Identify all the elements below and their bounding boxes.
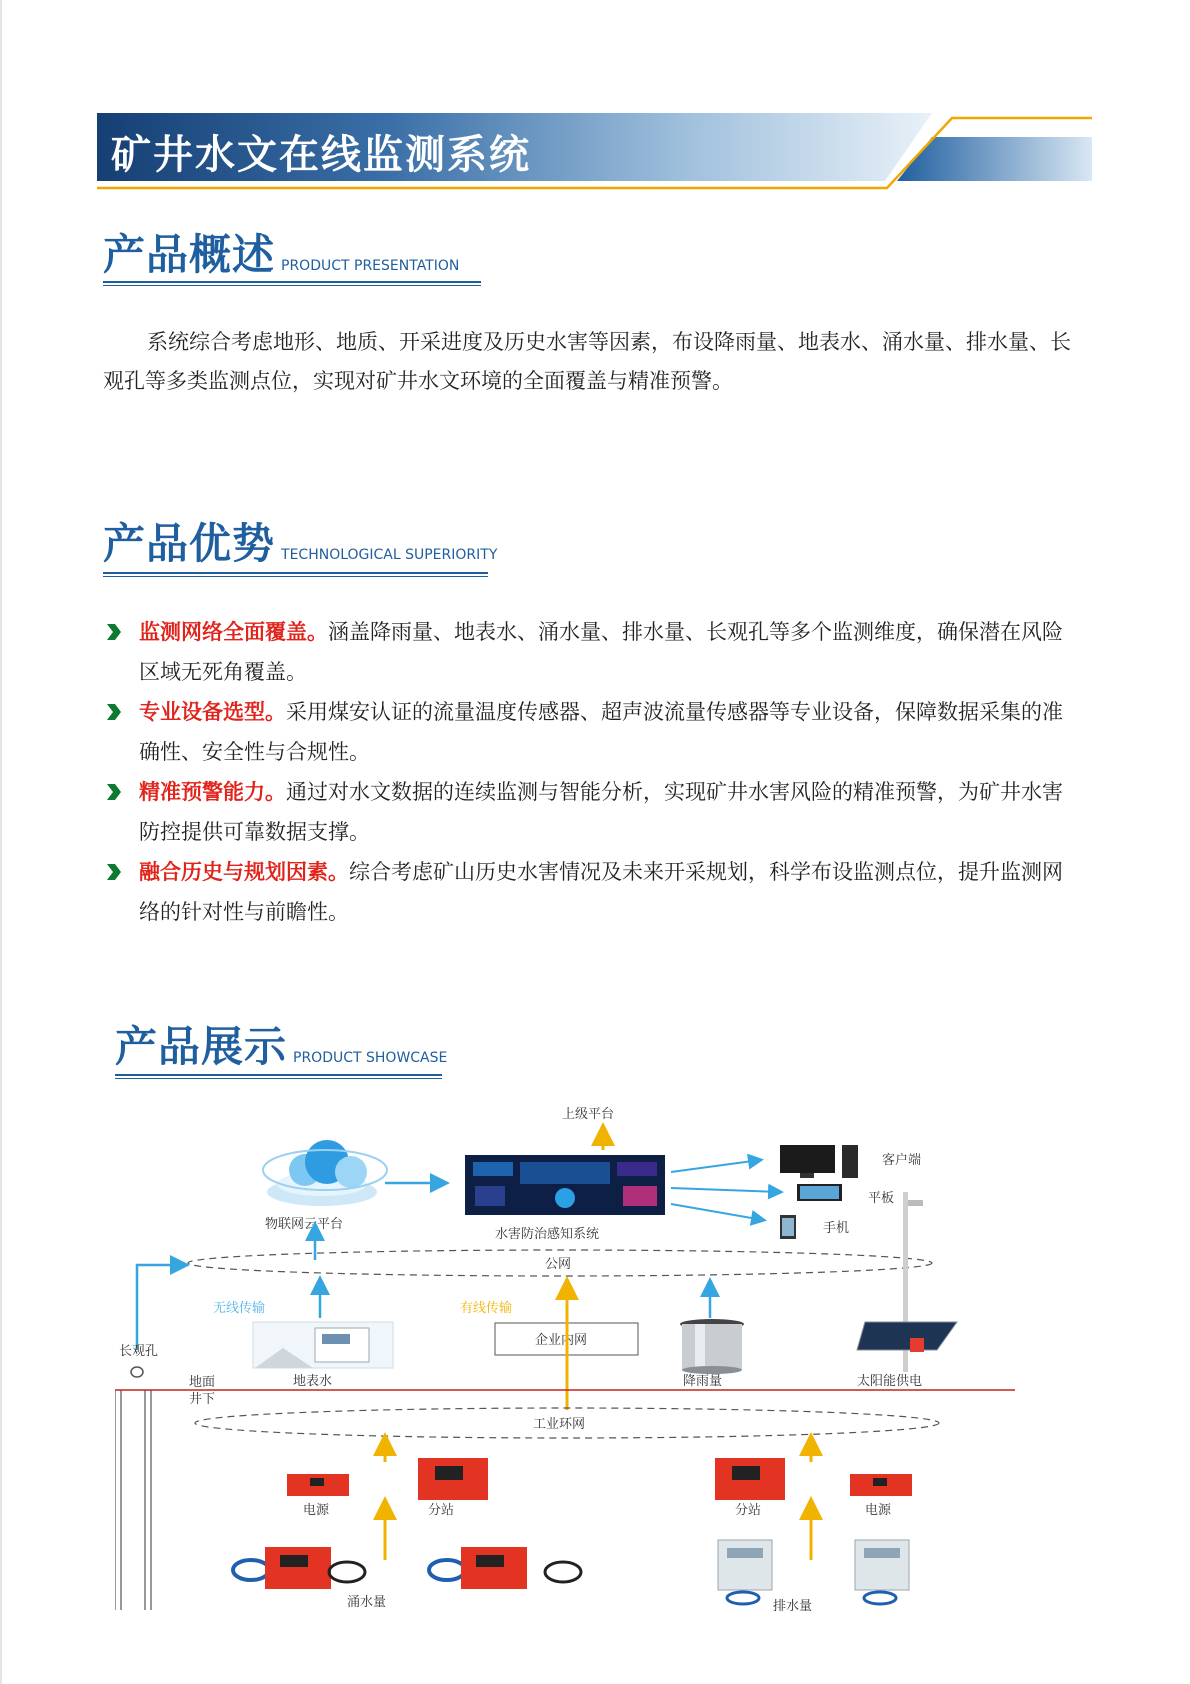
system-dashboard-screen: [465, 1155, 665, 1215]
ground-label: 地面: [189, 1375, 216, 1390]
list-item: [103, 852, 1083, 932]
power-box-left-icon: [287, 1474, 349, 1496]
substation-left-icon: [418, 1458, 488, 1500]
public-network-label: 公网: [545, 1257, 572, 1272]
wired-label: 有线传输: [460, 1301, 513, 1316]
tablet-icon: [797, 1184, 842, 1201]
bore-hole-pipe: [115, 1390, 151, 1610]
overview-underline-thin: [103, 285, 481, 286]
power-left-label: 电源: [303, 1503, 330, 1518]
substation-right-label: 分站: [735, 1503, 762, 1518]
cloud-platform-label: 物联网云平台: [265, 1217, 344, 1232]
intranet-label: 企业内网: [535, 1333, 588, 1348]
arrow-longhole-to-public: [137, 1265, 185, 1350]
advantages-underline-thin: [103, 576, 488, 577]
arrow-to-client: [671, 1160, 760, 1172]
showcase-underline: [115, 1074, 442, 1076]
tablet-label: 平板: [868, 1191, 895, 1206]
underground-label: 井下: [189, 1392, 216, 1407]
drainage-sensor-2-icon: [855, 1540, 909, 1604]
chevron-right-icon: [103, 862, 123, 882]
advantage-key: 精准预警能力。: [139, 780, 286, 804]
overview-subtitle: PRODUCT PRESENTATION: [281, 258, 460, 274]
client-label: 客户端: [882, 1153, 922, 1168]
surface-water-label: 地表水: [293, 1374, 333, 1389]
arrow-to-tablet: [671, 1188, 780, 1192]
advantage-text: 涵盖降雨量、地表水、涌水量、排水量、长观孔等多个监测维度，确保潜在风险区域无死角覆盖。: [139, 620, 1063, 684]
rain-gauge-icon: [680, 1319, 744, 1374]
cloud-platform-icon: [263, 1140, 387, 1206]
wireless-label: 无线传输: [213, 1301, 266, 1316]
advantage-key: 专业设备选型。: [139, 700, 286, 724]
page-title: 矿井水文在线监测系统: [111, 132, 531, 178]
system-architecture-diagram: [115, 1100, 1105, 1625]
list-item: [103, 772, 1083, 852]
ring-network-label: 工业环网: [533, 1417, 586, 1432]
solar-label: 太阳能供电: [857, 1374, 923, 1389]
title-banner: [97, 113, 1092, 191]
system-label: 水害防治感知系统: [495, 1227, 600, 1242]
arrow-to-phone: [671, 1204, 763, 1220]
long-hole-icon: [131, 1367, 143, 1377]
advantages-underline: [103, 572, 488, 574]
advantage-text: 综合考虑矿山历史水害情况及未来开采规划，科学布设监测点位，提升监测网络的针对性与前瞻性。: [139, 860, 1063, 924]
desktop-computer-icon: [780, 1145, 858, 1178]
substation-right-icon: [715, 1458, 785, 1500]
phone-icon: [780, 1215, 796, 1239]
phone-label: 手机: [823, 1221, 850, 1236]
chevron-right-icon: [103, 702, 123, 722]
power-right-label: 电源: [865, 1503, 892, 1518]
upper-platform-label: 上级平台: [562, 1107, 615, 1122]
advantages-title: 产品优势: [103, 519, 276, 568]
drainage-sensor-1-icon: [718, 1540, 772, 1604]
list-item: [103, 692, 1083, 772]
inflow-sensor-1-icon: [233, 1547, 365, 1589]
advantage-key: 融合历史与规划因素。: [139, 860, 349, 884]
power-box-right-icon: [850, 1474, 912, 1496]
overview-underline: [103, 281, 481, 283]
chevron-right-icon: [103, 622, 123, 642]
rainfall-label: 降雨量: [683, 1374, 723, 1389]
showcase-heading: [115, 1024, 447, 1070]
advantage-text: 通过对水文数据的连续监测与智能分析，实现矿井水害风险的精准预警，为矿井水害防控提供可靠数据支撑。: [139, 780, 1063, 844]
advantage-text: 采用煤安认证的流量温度传感器、超声波流量传感器等专业设备，保障数据采集的准确性、安全性与合规性。: [139, 700, 1063, 764]
advantages-heading: [103, 521, 497, 567]
showcase-title: 产品展示: [115, 1022, 288, 1071]
long-hole-label: 长观孔: [119, 1344, 159, 1359]
inflow-label: 涌水量: [347, 1595, 387, 1610]
inflow-sensor-2-icon: [429, 1547, 581, 1589]
drainage-label: 排水量: [773, 1599, 813, 1614]
surface-water-station-icon: [253, 1322, 393, 1368]
advantage-key: 监测网络全面覆盖。: [139, 620, 328, 644]
chevron-right-icon: [103, 782, 123, 802]
showcase-subtitle: PRODUCT SHOWCASE: [293, 1050, 448, 1066]
page-border: [0, 0, 2, 1684]
showcase-underline-thin: [115, 1078, 442, 1079]
overview-paragraph: 系统综合考虑地形、地质、开采进度及历史水害等因素，布设降雨量、地表水、涌水量、排水量、长观孔等多类监测点位，实现对矿井水文环境的全面覆盖与精准预警。: [103, 330, 1071, 393]
substation-left-label: 分站: [428, 1503, 455, 1518]
advantages-subtitle: TECHNOLOGICAL SUPERIORITY: [281, 547, 498, 563]
solar-panel-icon: [857, 1192, 957, 1372]
overview-title: 产品概述: [103, 230, 276, 279]
advantages-list: [103, 612, 1083, 932]
list-item: [103, 612, 1083, 692]
overview-heading: [103, 232, 459, 278]
